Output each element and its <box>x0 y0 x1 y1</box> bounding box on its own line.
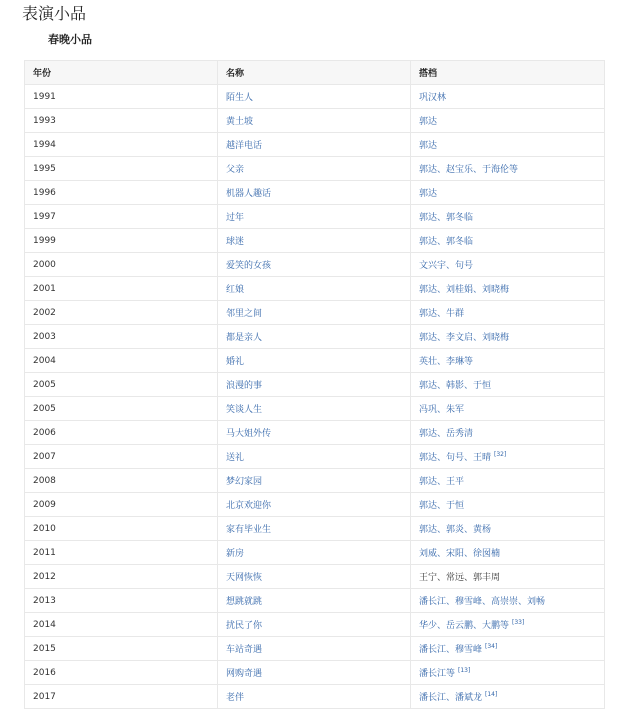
title-link[interactable]: 天网恢恢 <box>218 565 411 589</box>
cast-link[interactable]: 郭达、郭冬临 <box>419 213 474 223</box>
table-row <box>25 517 605 541</box>
table-row <box>25 445 605 469</box>
year-cell: 1996 <box>25 181 218 205</box>
section-title: 表演小品 <box>22 4 87 23</box>
cast-cell <box>411 637 605 661</box>
cast-link[interactable]: 潘长江、穆雪峰 <box>419 645 483 655</box>
cast-link[interactable]: 郭达、句号、王晴 <box>419 453 492 463</box>
cast-link[interactable]: 冯巩、朱军 <box>419 405 465 415</box>
table-row <box>25 589 605 613</box>
title-link[interactable]: 陌生人 <box>218 85 411 109</box>
title-link[interactable]: 越洋电话 <box>218 133 411 157</box>
title-link[interactable]: 机器人趣话 <box>218 181 411 205</box>
table-row <box>25 157 605 181</box>
cast-cell <box>411 541 605 565</box>
title-link[interactable]: 北京欢迎你 <box>218 493 411 517</box>
cast-cell <box>411 253 605 277</box>
cast-cell <box>411 229 605 253</box>
year-cell: 2002 <box>25 301 218 325</box>
title-link[interactable]: 都是亲人 <box>218 325 411 349</box>
cast-cell <box>411 181 605 205</box>
title-link[interactable]: 家有毕业生 <box>218 517 411 541</box>
table-row <box>25 205 605 229</box>
reference-link[interactable]: [13] <box>458 667 471 674</box>
title-link[interactable]: 球迷 <box>218 229 411 253</box>
year-cell: 2005 <box>25 373 218 397</box>
cast-cell <box>411 565 605 589</box>
table-row <box>25 85 605 109</box>
table-row <box>25 541 605 565</box>
table-row <box>25 661 605 685</box>
cast-cell <box>411 469 605 493</box>
cast-cell <box>411 589 605 613</box>
table-row <box>25 133 605 157</box>
cast-cell <box>411 661 605 685</box>
title-link[interactable]: 浪漫的事 <box>218 373 411 397</box>
cast-cell <box>411 133 605 157</box>
title-link[interactable]: 网购奇遇 <box>218 661 411 685</box>
year-cell: 1999 <box>25 229 218 253</box>
cast-cell <box>411 613 605 637</box>
title-link[interactable]: 梦幻家园 <box>218 469 411 493</box>
reference-link[interactable]: [32] <box>494 451 507 458</box>
cast-link[interactable]: 郭达、岳秀清 <box>419 429 474 439</box>
cast-link[interactable]: 郭达、于恒 <box>419 501 465 511</box>
cast-cell <box>411 493 605 517</box>
year-cell: 2003 <box>25 325 218 349</box>
year-cell: 2007 <box>25 445 218 469</box>
title-link[interactable]: 过年 <box>218 205 411 229</box>
cast-link[interactable]: 英壮、李琳等 <box>419 357 474 367</box>
year-cell: 2013 <box>25 589 218 613</box>
title-link[interactable]: 黄土坡 <box>218 109 411 133</box>
year-cell: 1994 <box>25 133 218 157</box>
cast-cell <box>411 397 605 421</box>
table-row <box>25 373 605 397</box>
cast-cell <box>411 109 605 133</box>
title-link[interactable]: 老伴 <box>218 685 411 709</box>
cast-cell <box>411 517 605 541</box>
title-link[interactable]: 笑谈人生 <box>218 397 411 421</box>
cast-link[interactable]: 郭达 <box>419 141 438 151</box>
table-row <box>25 229 605 253</box>
year-cell: 2015 <box>25 637 218 661</box>
year-cell: 2017 <box>25 685 218 709</box>
year-cell: 2008 <box>25 469 218 493</box>
year-cell: 2012 <box>25 565 218 589</box>
cast-link[interactable]: 郭达、郭冬临 <box>419 237 474 247</box>
table-header-row <box>25 61 605 85</box>
cast-link[interactable]: 潘长江等 <box>419 669 456 679</box>
year-cell: 1995 <box>25 157 218 181</box>
table-row <box>25 637 605 661</box>
cast-link[interactable]: 郭达、李文启、刘晓梅 <box>419 333 510 343</box>
table-row <box>25 349 605 373</box>
title-link[interactable]: 扰民了你 <box>218 613 411 637</box>
cast-cell <box>411 205 605 229</box>
table-row <box>25 325 605 349</box>
cast-link[interactable]: 郭达、郭炎、黄杨 <box>419 525 492 535</box>
cast-link[interactable]: 潘长江、穆雪峰、高崇崇、刘畅 <box>419 597 546 607</box>
table-row <box>25 421 605 445</box>
subsection-title: 春晚小品 <box>48 33 92 46</box>
cast-link[interactable]: 郭达、韩影、于恒 <box>419 381 492 391</box>
cast-link[interactable]: 文兴宇、句号 <box>419 261 474 271</box>
table-row <box>25 565 605 589</box>
cast-cell <box>411 349 605 373</box>
title-link[interactable]: 送礼 <box>218 445 411 469</box>
year-cell: 2004 <box>25 349 218 373</box>
title-link[interactable]: 车站奇遇 <box>218 637 411 661</box>
table-row <box>25 109 605 133</box>
year-cell: 2001 <box>25 277 218 301</box>
title-link[interactable]: 红娘 <box>218 277 411 301</box>
cast-cell <box>411 277 605 301</box>
year-cell: 2000 <box>25 253 218 277</box>
sketches-table <box>24 60 605 709</box>
table-row <box>25 277 605 301</box>
reference-link[interactable]: [34] <box>485 643 498 650</box>
cast-cell <box>411 325 605 349</box>
cast-cell <box>411 445 605 469</box>
title-link[interactable]: 爱笑的女孩 <box>218 253 411 277</box>
cast-link[interactable]: 郭达、赵宝乐、于海伦等 <box>419 165 519 175</box>
year-cell: 2010 <box>25 517 218 541</box>
table-row <box>25 397 605 421</box>
table-row <box>25 469 605 493</box>
year-cell: 2016 <box>25 661 218 685</box>
cast-cell <box>411 301 605 325</box>
year-cell: 2014 <box>25 613 218 637</box>
title-link[interactable]: 新房 <box>218 541 411 565</box>
header-title: 名称 <box>218 61 411 85</box>
year-cell: 2005 <box>25 397 218 421</box>
table-row <box>25 301 605 325</box>
year-cell: 2009 <box>25 493 218 517</box>
cast-link[interactable]: 郭达 <box>419 189 438 199</box>
header-year: 年份 <box>25 61 218 85</box>
cast-link[interactable]: 潘长江、潘斌龙 <box>419 693 483 703</box>
year-cell: 1993 <box>25 109 218 133</box>
year-cell: 1991 <box>25 85 218 109</box>
year-cell: 2011 <box>25 541 218 565</box>
title-link[interactable]: 想跳就跳 <box>218 589 411 613</box>
cast-cell <box>411 157 605 181</box>
table-row <box>25 613 605 637</box>
cast-link[interactable]: 华少、岳云鹏、大鹏等 <box>419 621 510 631</box>
cast-link[interactable]: 郭达、王平 <box>419 477 465 487</box>
cast-cell <box>411 85 605 109</box>
title-link[interactable]: 邻里之间 <box>218 301 411 325</box>
cast-link[interactable]: 郭达、牛群 <box>419 309 465 319</box>
cast-link[interactable]: 郭达 <box>419 117 438 127</box>
title-link[interactable]: 父亲 <box>218 157 411 181</box>
cast-link[interactable]: 巩汉林 <box>419 93 447 103</box>
reference-link[interactable]: [33] <box>512 619 525 626</box>
title-link[interactable]: 马大姐外传 <box>218 421 411 445</box>
table-row <box>25 181 605 205</box>
cast-link[interactable]: 郭达、刘桂娟、刘晓梅 <box>419 285 510 295</box>
cast-link[interactable]: 王宁、常远、郭丰周 <box>419 573 501 583</box>
table-row <box>25 493 605 517</box>
title-link[interactable]: 婚礼 <box>218 349 411 373</box>
year-cell: 1997 <box>25 205 218 229</box>
year-cell: 2006 <box>25 421 218 445</box>
reference-link[interactable]: [14] <box>485 691 498 698</box>
table-row <box>25 253 605 277</box>
header-cast: 搭档 <box>411 61 605 85</box>
cast-cell <box>411 421 605 445</box>
cast-cell <box>411 373 605 397</box>
cast-link[interactable]: 刘威、宋阳、徐囡楠 <box>419 549 501 559</box>
